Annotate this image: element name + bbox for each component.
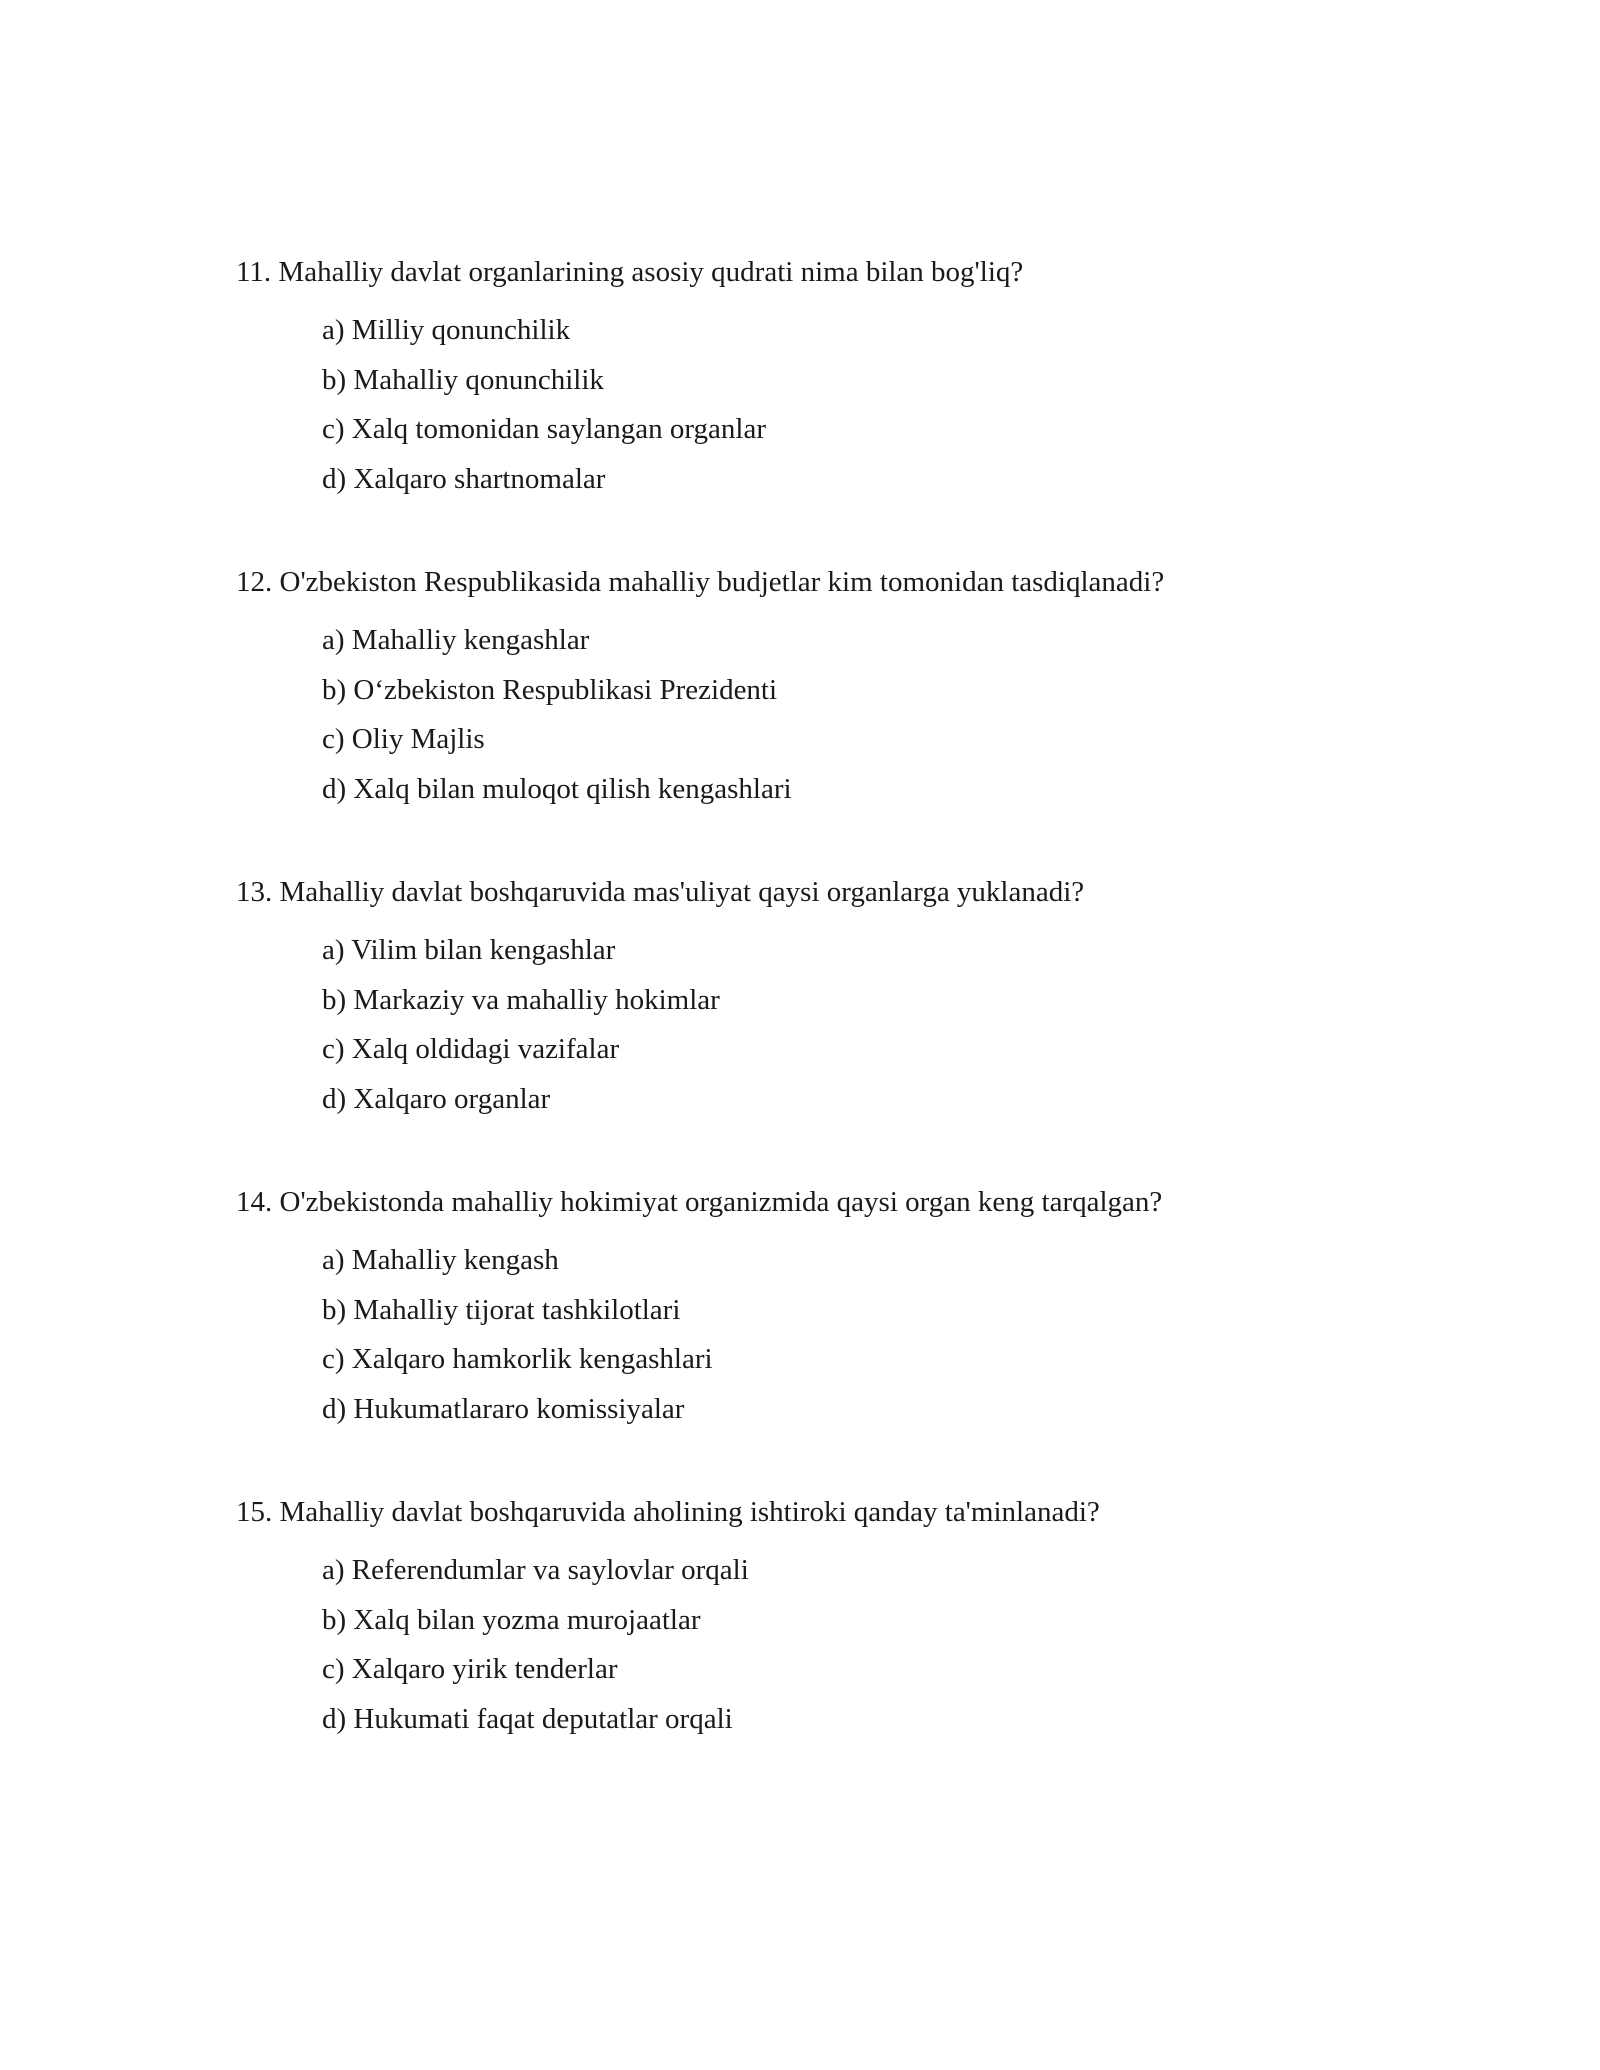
- option-d: d) Xalqaro shartnomalar: [322, 462, 606, 495]
- option-c: c) Xalq tomonidan saylangan organlar: [322, 413, 766, 445]
- option-c: c) Oliy Majlis: [322, 723, 485, 755]
- question-text: 13. Mahalliy davlat boshqaruvida mas'uliyat qaysi organlarga yuklanadi?: [236, 876, 1085, 908]
- option-c: c) Xalqaro hamkorlik kengashlari: [322, 1343, 713, 1375]
- option-d: d) Xalq bilan muloqot qilish kengashlari: [322, 772, 792, 805]
- question-list: [236, 252, 1436, 1802]
- answer-options: [236, 616, 1436, 814]
- option-b: b) Mahalliy qonunchilik: [322, 363, 604, 396]
- option-d: d) Hukumati faqat deputatlar orqali: [322, 1702, 733, 1735]
- question-text: 14. O'zbekistonda mahalliy hokimiyat organizmida qaysi organ keng tarqalgan?: [236, 1186, 1163, 1218]
- option-d: d) Hukumatlararo komissiyalar: [322, 1392, 685, 1425]
- question-14: [236, 1182, 1436, 1434]
- option-b: b) Markaziy va mahalliy hokimlar: [322, 983, 720, 1016]
- answer-options: [236, 926, 1436, 1124]
- option-d: d) Xalqaro organlar: [322, 1082, 551, 1115]
- option-a: a) Referendumlar va saylovlar orqali: [322, 1554, 749, 1586]
- option-a: a) Mahalliy kengashlar: [322, 624, 590, 656]
- answer-options: [236, 1546, 1436, 1744]
- option-a: a) Mahalliy kengash: [322, 1244, 559, 1276]
- option-a: a) Vilim bilan kengashlar: [322, 934, 616, 966]
- option-c: c) Xalq oldidagi vazifalar: [322, 1033, 620, 1065]
- question-text: 15. Mahalliy davlat boshqaruvida aholining ishtiroki qanday ta'minlanadi?: [236, 1496, 1100, 1528]
- option-c: c) Xalqaro yirik tenderlar: [322, 1653, 618, 1685]
- answer-options: [236, 306, 1436, 504]
- option-b: b) Xalq bilan yozma murojaatlar: [322, 1603, 701, 1636]
- answer-options: [236, 1236, 1436, 1434]
- option-b: b) O‘zbekiston Respublikasi Prezidenti: [322, 673, 778, 706]
- question-15: [236, 1492, 1436, 1744]
- question-12: [236, 562, 1436, 814]
- question-11: [236, 252, 1436, 504]
- option-a: a) Milliy qonunchilik: [322, 314, 571, 346]
- question-text: 11. Mahalliy davlat organlarining asosiy qudrati nima bilan bog'liq?: [236, 256, 1024, 288]
- question-13: [236, 872, 1436, 1124]
- option-b: b) Mahalliy tijorat tashkilotlari: [322, 1293, 681, 1326]
- question-text: 12. O'zbekiston Respublikasida mahalliy budjetlar kim tomonidan tasdiqlanadi?: [236, 566, 1165, 598]
